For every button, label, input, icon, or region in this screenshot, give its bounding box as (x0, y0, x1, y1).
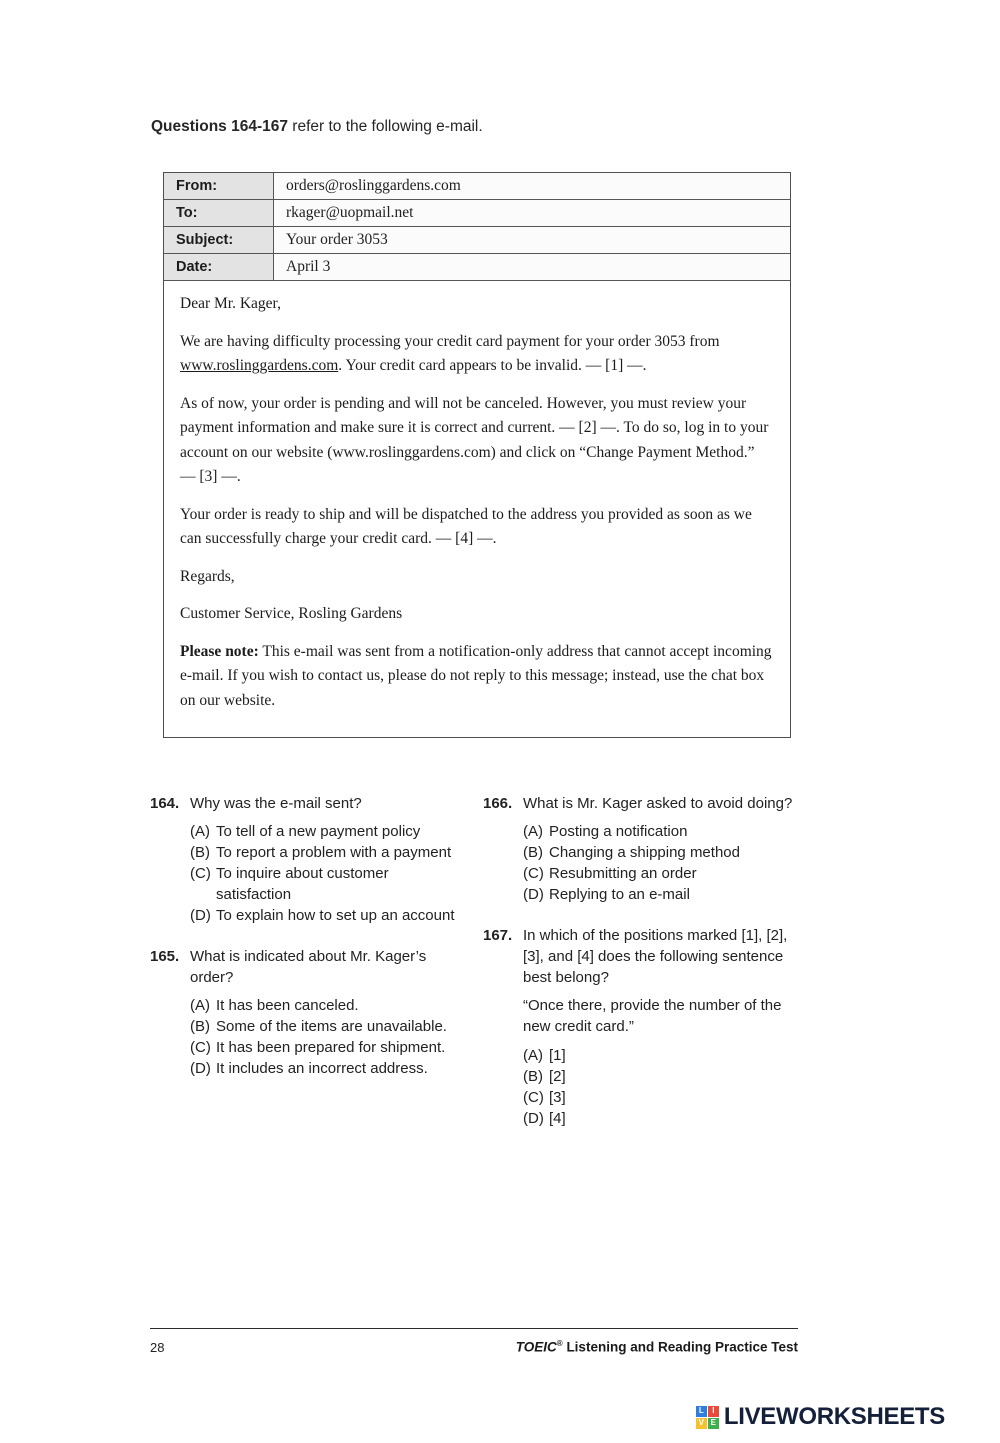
option-text: [4] (549, 1110, 566, 1127)
email-greeting: Dear Mr. Kager, (180, 295, 281, 312)
email-date-value: April 3 (274, 254, 790, 280)
question-167 (483, 925, 808, 1129)
email-from-label: From: (164, 173, 274, 199)
question-166-number: 166. (483, 795, 513, 812)
footer-title-rest: Listening and Reading Practice Test (562, 1339, 798, 1355)
option-letter: (C) (190, 865, 211, 882)
note-text: This e-mail was sent from a notification-only address that cannot accept incoming e-mail. If you wish to contact us, please do not reply to this message; instead, use the chat box on our website. (180, 642, 772, 709)
question-165-text: What is indicated about Mr. Kager’s order? (190, 948, 427, 986)
option-text: To tell of a new payment policy (216, 823, 421, 840)
question-167-number: 167. (483, 927, 513, 944)
questions-section (150, 793, 810, 1149)
option-letter: (B) (523, 1068, 543, 1085)
option-letter: (C) (190, 1039, 211, 1056)
option-text: Replying to an e-mail (549, 886, 690, 903)
question-166-option-d (523, 884, 808, 905)
question-164-option-c (190, 863, 458, 905)
question-164-text: Why was the e-mail sent? (190, 795, 362, 812)
option-letter: (A) (523, 823, 543, 840)
questions-column-right (483, 793, 808, 1149)
option-text: To inquire about customer satisfaction (216, 865, 389, 903)
liveworksheets-icon (696, 1406, 719, 1429)
footer-title (516, 1339, 798, 1355)
option-letter: (D) (523, 1110, 544, 1127)
question-167-option-a (523, 1045, 808, 1066)
email-signature: Customer Service, Rosling Gardens (180, 605, 403, 622)
email-paragraph-3: Your order is ready to ship and will be dispatched to the address you provided as soon as we can successfully charge your credit card. — [4] —. (180, 505, 752, 547)
option-text: [1] (549, 1047, 566, 1064)
option-text: It has been canceled. (216, 997, 359, 1014)
option-letter: (C) (523, 865, 544, 882)
option-text: It has been prepared for shipment. (216, 1039, 446, 1056)
option-text: [3] (549, 1089, 566, 1106)
option-letter: (C) (523, 1089, 544, 1106)
email-note (180, 640, 772, 714)
option-text: To explain how to set up an account (216, 907, 455, 924)
question-167-option-d (523, 1108, 808, 1129)
question-166-option-b (523, 842, 808, 863)
footer-divider (150, 1328, 798, 1329)
question-165-option-d (190, 1058, 458, 1079)
email-date-label: Date: (164, 254, 274, 280)
question-165 (150, 946, 458, 1079)
option-letter: (D) (190, 907, 211, 924)
email-header-row-subject (164, 227, 790, 254)
brand-square-i: I (708, 1406, 719, 1417)
email-to-label: To: (164, 200, 274, 226)
email-box (163, 172, 791, 738)
question-165-number: 165. (150, 948, 180, 965)
question-165-option-a (190, 995, 458, 1016)
question-166-option-a (523, 821, 808, 842)
brand-square-e: E (708, 1418, 719, 1429)
email-body (164, 281, 790, 736)
email-header-row-from (164, 173, 790, 200)
question-164-body (190, 793, 458, 926)
liveworksheets-brand[interactable] (696, 1403, 945, 1431)
question-166-body (523, 793, 808, 905)
footer-title-toeic: TOEIC (515, 1339, 557, 1355)
page-footer (150, 1339, 798, 1355)
question-167-text: In which of the positions marked [1], [2], [3], and [4] does the following sentence best belong? (523, 927, 788, 986)
email-subject-label: Subject: (164, 227, 274, 253)
email-header-table (164, 173, 790, 281)
question-165-option-c (190, 1037, 458, 1058)
question-166-option-c (523, 863, 808, 884)
option-text: Posting a notification (549, 823, 688, 840)
section-heading (151, 118, 483, 136)
brand-square-v: V (696, 1418, 707, 1429)
question-164-option-d (190, 905, 458, 926)
option-text: Changing a shipping method (549, 844, 740, 861)
question-167-option-b (523, 1066, 808, 1087)
question-166-text: What is Mr. Kager asked to avoid doing? (523, 795, 793, 812)
liveworksheets-wordmark: LIVEWORKSHEETS (723, 1403, 945, 1430)
question-164-option-a (190, 821, 458, 842)
option-letter: (A) (523, 1047, 543, 1064)
question-164-option-b (190, 842, 458, 863)
brand-square-l: L (696, 1406, 707, 1417)
option-letter: (D) (190, 1060, 211, 1077)
question-164 (150, 793, 458, 926)
email-paragraph-2: As of now, your order is pending and will not be canceled. However, you must review your payment information and make sure it is correct and current. — [2] —. To do so, log in to your account on our website (www.roslinggardens.com) and click on “Change Payment Method.” — [3] —. (180, 394, 769, 485)
email-regards: Regards, (180, 567, 235, 585)
heading-question-range: Questions 164-167 (151, 118, 288, 135)
heading-rest: refer to the following e-mail. (287, 118, 483, 135)
page-number: 28 (150, 1339, 165, 1355)
option-letter: (A) (190, 997, 210, 1014)
email-from-value: orders@roslinggardens.com (274, 173, 790, 199)
question-167-body (523, 925, 808, 1129)
option-letter: (A) (190, 823, 210, 840)
website-link: www.roslinggardens.com (180, 357, 339, 374)
option-letter: (B) (190, 844, 210, 861)
email-header-row-date (164, 254, 790, 281)
question-167-quote: “Once there, provide the number of the new credit card.” (523, 997, 782, 1035)
option-text: To report a problem with a payment (216, 844, 452, 861)
option-text: Resubmitting an order (549, 865, 697, 882)
option-letter: (B) (190, 1018, 210, 1035)
question-166 (483, 793, 808, 905)
email-paragraph-1 (180, 330, 772, 379)
email-subject-value: Your order 3053 (274, 227, 790, 253)
registered-mark: ® (556, 1339, 563, 1348)
option-text: Some of the items are unavailable. (216, 1018, 447, 1035)
question-167-option-c (523, 1087, 808, 1108)
paragraph-1-tail: . Your credit card appears to be invalid. — [1] —. (338, 357, 647, 374)
question-164-number: 164. (150, 795, 180, 812)
questions-column-left (150, 793, 458, 1149)
option-letter: (D) (523, 886, 544, 903)
note-label: Please note: (180, 642, 259, 660)
option-text: It includes an incorrect address. (216, 1060, 428, 1077)
question-165-body (190, 946, 458, 1079)
paragraph-1-text: We are having difficulty processing your credit card payment for your order 3053 from (180, 332, 720, 350)
email-to-value: rkager@uopmail.net (274, 200, 790, 226)
question-165-option-b (190, 1016, 458, 1037)
option-letter: (B) (523, 844, 543, 861)
email-header-row-to (164, 200, 790, 227)
option-text: [2] (549, 1068, 566, 1085)
